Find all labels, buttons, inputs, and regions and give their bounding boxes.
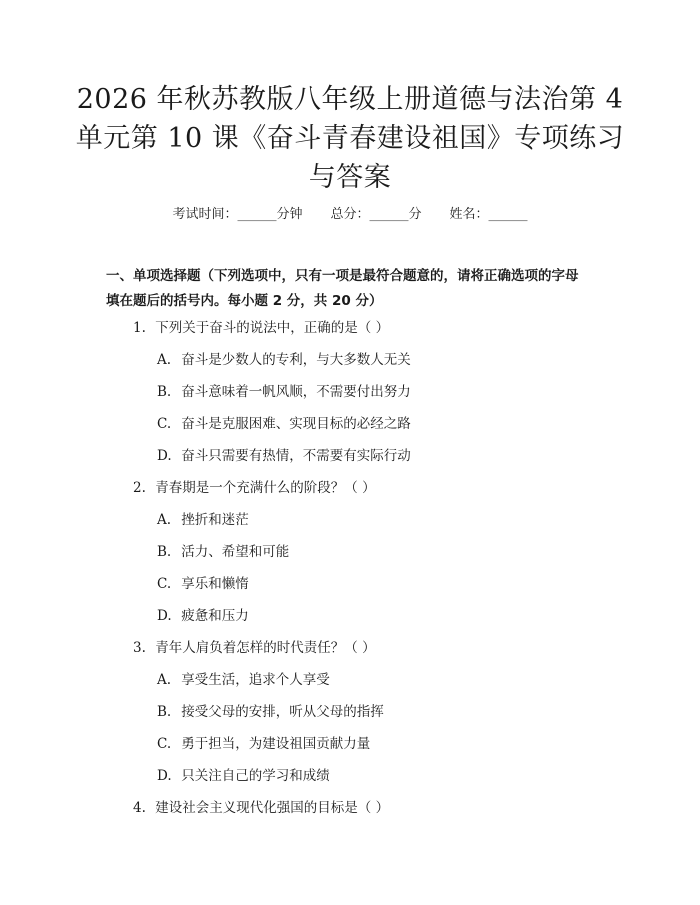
option-text: 勇于担当，为建设祖国贡献力量 <box>181 736 371 752</box>
question-2 <box>133 479 376 497</box>
question-text: 建设社会主义现代化强国的目标是（ ） <box>155 800 390 816</box>
section-heading-line-1: 一、单项选择题（下列选项中，只有一项是最符合题意的，请将正确选项的字母 <box>106 268 579 284</box>
option-letter: B. <box>157 384 172 400</box>
question-1-option-d <box>157 447 411 465</box>
option-letter: A. <box>157 352 172 368</box>
exam-time-field: 考试时间：______分钟 <box>172 207 303 222</box>
option-letter: D. <box>157 608 172 624</box>
title-line-3: 与答案 <box>308 162 392 193</box>
option-letter: A. <box>157 672 172 688</box>
option-text: 奋斗只需要有热情，不需要有实际行动 <box>181 448 411 464</box>
question-1-option-c <box>157 415 411 433</box>
option-letter: C. <box>157 576 172 592</box>
question-3-option-d <box>157 767 330 785</box>
total-score-field: 总分：______分 <box>330 207 422 222</box>
option-letter: D. <box>157 448 172 464</box>
option-text: 奋斗意味着一帆风顺，不需要付出努力 <box>181 384 411 400</box>
question-number: 4. <box>133 800 146 816</box>
option-letter: C. <box>157 736 172 752</box>
title-line-2: 单元第 10 课《奋斗青春建设祖国》专项练习 <box>75 123 625 154</box>
question-2-option-b <box>157 543 289 561</box>
question-3-option-c <box>157 735 370 753</box>
question-2-option-a <box>157 511 249 529</box>
question-2-option-d <box>157 607 249 625</box>
question-3-option-a <box>157 671 330 689</box>
option-text: 奋斗是少数人的专利，与大多数人无关 <box>181 352 411 368</box>
option-text: 活力、希望和可能 <box>181 544 290 560</box>
option-text: 享乐和懒惰 <box>181 576 249 592</box>
question-2-option-c <box>157 575 249 593</box>
option-letter: D. <box>157 768 172 784</box>
section-heading-line-2: 填在题后的括号内。每小题 2 分，共 20 分） <box>106 293 383 309</box>
option-text: 享受生活，追求个人享受 <box>181 672 330 688</box>
question-4 <box>133 799 389 817</box>
student-name-field: 姓名：______ <box>449 207 528 222</box>
option-text: 只关注自己的学习和成绩 <box>181 768 330 784</box>
title-line-1: 2026 年秋苏教版八年级上册道德与法治第 4 <box>76 84 624 115</box>
document-title <box>70 80 630 197</box>
question-number: 2. <box>133 480 146 496</box>
question-text: 青春期是一个充满什么的阶段？（ ） <box>155 480 376 496</box>
question-1 <box>133 319 389 337</box>
option-text: 奋斗是克服困难、实现目标的必经之路 <box>181 416 411 432</box>
option-letter: A. <box>157 512 172 528</box>
option-text: 挫折和迷茫 <box>181 512 249 528</box>
section-heading-single-choice <box>106 264 606 314</box>
option-text: 接受父母的安排，听从父母的指挥 <box>181 704 384 720</box>
exam-meta-line <box>0 206 700 224</box>
option-text: 疲惫和压力 <box>181 608 249 624</box>
question-number: 1. <box>133 320 146 336</box>
option-letter: C. <box>157 416 172 432</box>
question-1-option-a <box>157 351 411 369</box>
question-text: 下列关于奋斗的说法中，正确的是（ ） <box>155 320 390 336</box>
question-3 <box>133 639 376 657</box>
question-3-option-b <box>157 703 384 721</box>
question-1-option-b <box>157 383 411 401</box>
question-number: 3. <box>133 640 146 656</box>
question-text: 青年人肩负着怎样的时代责任？（ ） <box>155 640 376 656</box>
option-letter: B. <box>157 544 172 560</box>
option-letter: B. <box>157 704 172 720</box>
